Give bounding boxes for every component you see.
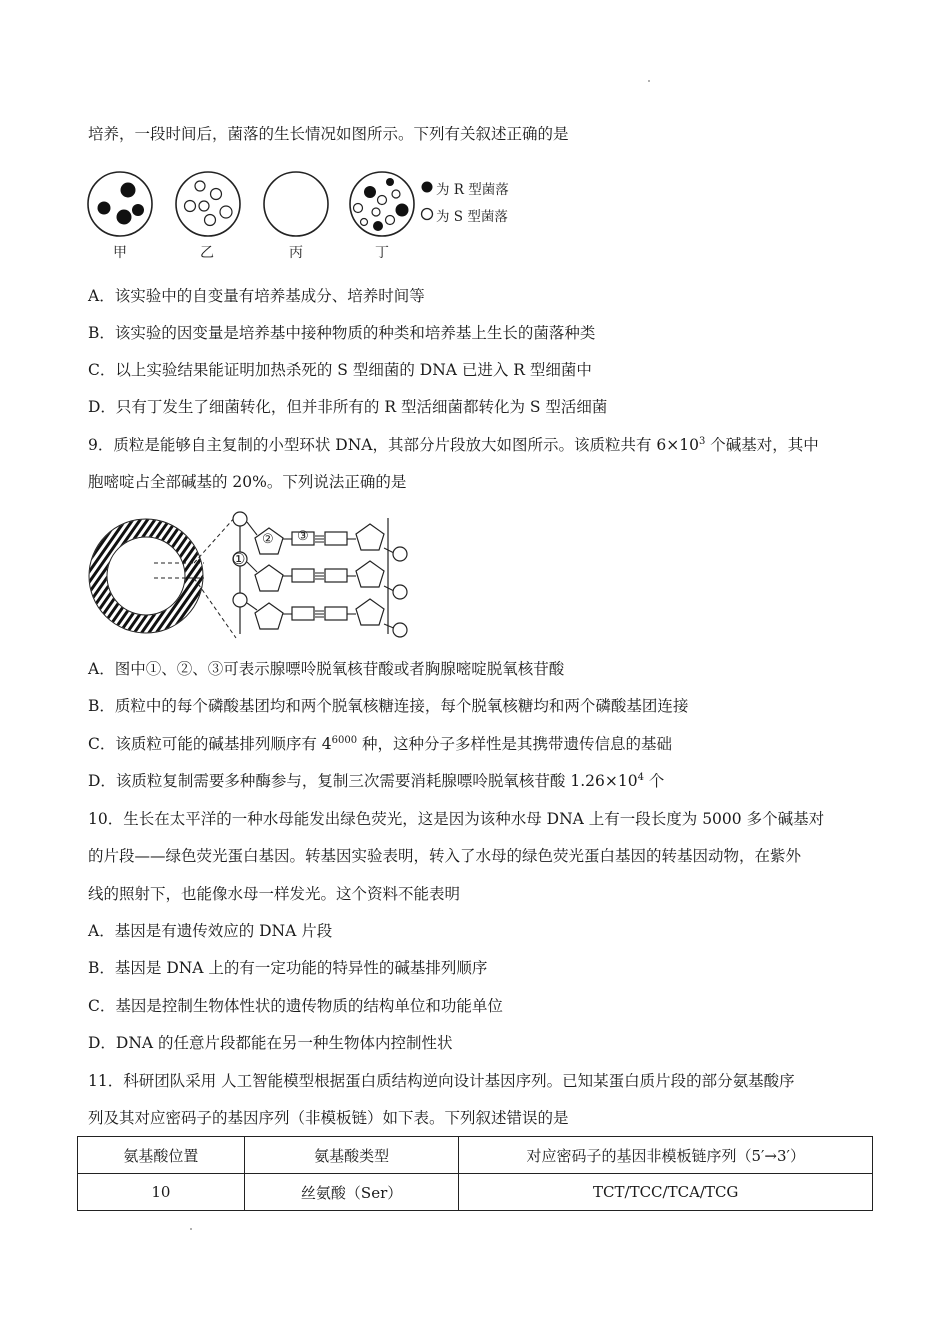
s-colony <box>195 181 205 191</box>
q10-option-c: C．基因是控制生物体性状的遗传物质的结构单位和功能单位 <box>88 997 503 1015</box>
legend-s-marker <box>422 209 433 220</box>
dish-label: 甲 <box>113 245 127 261</box>
r-colony <box>386 178 394 186</box>
q10-stem-line2: 的片段——绿色荧光蛋白基因。转基因实验表明，转入了水母的绿色荧光蛋白基因的转基因动物，在紫外 <box>88 847 802 865</box>
s-colony <box>386 216 395 225</box>
q9-option-b: B．质粒中的每个磷酸基团均和两个脱氧核糖连接，每个脱氧核糖均和两个磷酸基团连接 <box>88 697 689 715</box>
s-colony <box>205 215 216 226</box>
legend-r-label: 为 R 型菌落 <box>436 182 509 198</box>
phosphate <box>233 512 247 526</box>
q8-option-a: A．该实验中的自变量有培养基成分、培养时间等 <box>88 287 425 305</box>
q9-option-d-text: 个 <box>643 772 665 790</box>
codon-table <box>77 1136 873 1211</box>
dish-label: 丙 <box>289 245 303 261</box>
legend-r-marker <box>422 182 433 193</box>
dish-jia <box>88 172 152 236</box>
s-colony <box>372 208 380 216</box>
s-colony <box>392 190 400 198</box>
phosphate <box>393 547 407 561</box>
r-colony <box>121 183 136 198</box>
q10-stem-line1: 10．生长在太平洋的一种水母能发出绿色荧光，这是因为该种水母 DNA 上有一段长度为 5000 多个碱基对 <box>88 810 825 828</box>
q8-option-c: C．以上实验结果能证明加热杀死的 S 型细菌的 DNA 已进入 R 型细菌中 <box>88 361 592 379</box>
label-2: ② <box>262 532 274 547</box>
s-colony <box>211 189 222 200</box>
table-header-cell: 对应密码子的基因非模板链序列（5′→3′） <box>459 1137 873 1174</box>
table-row <box>78 1174 873 1211</box>
table-cell: TCT/TCC/TCA/TCG <box>459 1174 873 1211</box>
q11-stem-line2: 列及其对应密码子的基因序列（非模板链）如下表。下列叙述错误的是 <box>88 1109 569 1127</box>
s-colony <box>354 204 363 213</box>
r-colony <box>98 202 111 215</box>
table-header-cell: 氨基酸位置 <box>78 1137 245 1174</box>
legend-s-label: 为 S 型菌落 <box>436 209 508 225</box>
deoxyribose <box>356 599 384 625</box>
deoxyribose <box>255 603 283 629</box>
q9-option-d-text: D．该质粒复制需要多种酶参与，复制三次需要消耗腺嘌呤脱氧核苷酸 1.26×10 <box>88 772 638 790</box>
q10-stem-line3: 线的照射下，也能像水母一样发光。这个资料不能表明 <box>88 885 461 903</box>
s-colony <box>185 201 196 212</box>
r-colony <box>364 186 376 198</box>
table-cell: 丝氨酸（Ser） <box>244 1174 459 1211</box>
deoxyribose <box>255 565 283 591</box>
q9-option-a: A．图中①、②、③可表示腺嘌呤脱氧核苷酸或者胸腺嘧啶脱氧核苷酸 <box>88 660 565 678</box>
dish-label: 丁 <box>375 245 389 261</box>
q8-option-b: B．该实验的因变量是培养基中接种物质的种类和培养基上生长的菌落种类 <box>88 324 596 342</box>
q10-option-b: B．基因是 DNA 上的有一定功能的特异性的碱基排列顺序 <box>88 959 488 977</box>
q9-option-d <box>88 771 664 791</box>
base <box>292 569 314 582</box>
label-1: ① <box>232 550 246 568</box>
table-header-row <box>78 1137 873 1174</box>
table-cell: 10 <box>78 1174 245 1211</box>
q11-stem-line1: 11．科研团队采用 人工智能模型根据蛋白质结构逆向设计基因序列。已知某蛋白质片段的部分氨基酸序 <box>88 1072 795 1090</box>
q9-option-d-exponent: 4 <box>637 772 644 783</box>
s-colony <box>199 201 209 211</box>
q9-exponent: 3 <box>698 436 706 447</box>
q10-option-d: D．DNA 的任意片段都能在另一种生物体内控制性状 <box>88 1034 453 1052</box>
base <box>292 607 314 620</box>
q10-option-a: A．基因是有遗传效应的 DNA 片段 <box>88 922 333 940</box>
s-colony <box>220 206 232 218</box>
scan-dot <box>190 1228 192 1230</box>
r-colony <box>396 204 409 217</box>
q8-option-d: D．只有丁发生了细菌转化，但并非所有的 R 型活细菌都转化为 S 型活细菌 <box>88 398 608 416</box>
r-colony <box>117 210 132 225</box>
table-header-cell: 氨基酸类型 <box>244 1137 459 1174</box>
s-colony <box>378 196 387 205</box>
q9-option-c-exponent: 6000 <box>331 735 358 746</box>
phosphate <box>393 623 407 637</box>
q9-stem-line2: 胞嘧啶占全部碱基的 20%。下列说法正确的是 <box>88 473 407 491</box>
deoxyribose <box>356 524 384 550</box>
q9-option-c-text: 种，这种分子多样性是其携带遗传信息的基础 <box>357 735 673 753</box>
label-3: ③ <box>297 529 309 544</box>
plasmid-ring <box>98 528 194 624</box>
r-colony <box>132 204 144 216</box>
phosphate <box>233 593 247 607</box>
q9-stem-line1 <box>88 435 819 455</box>
scan-dot <box>648 80 650 82</box>
base <box>325 607 347 620</box>
question-intro: 培养，一段时间后，菌落的生长情况如图所示。下列有关叙述正确的是 <box>88 125 569 143</box>
phosphate <box>393 585 407 599</box>
plasmid-figure <box>88 508 418 642</box>
s-colony <box>361 219 368 226</box>
dish-bing <box>264 172 328 236</box>
q9-option-c-text: C．该质粒可能的碱基排列顺序有 4 <box>88 735 332 753</box>
r-colony <box>373 221 383 231</box>
deoxyribose <box>356 561 384 587</box>
dish-label: 乙 <box>200 245 214 261</box>
q9-stem-text: 个碱基对，其中 <box>705 436 819 454</box>
base <box>325 569 347 582</box>
q9-option-c <box>88 734 672 754</box>
base <box>325 532 347 545</box>
q9-stem-text: 9．质粒是能够自主复制的小型环状 DNA，其部分片段放大如图所示。该质粒共有 6×10 <box>88 436 699 454</box>
